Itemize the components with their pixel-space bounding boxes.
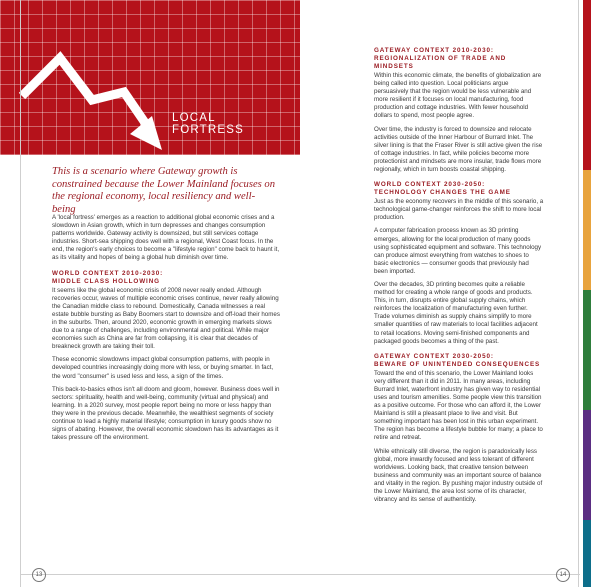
tab-teal [583,520,591,587]
section-heading-gateway-2010 [374,47,544,71]
body-paragraph: Over time, the industry is forced to downsize and relocate activities outside of the Inner Harbour of Burrard Inlet. The silver lining is that the Fraser River is still active given the rise of cottage industries. In fact, while policies become more protectionist and mindsets are more insular, trade flows more regionally, which in turn boosts coastal shipping. [374,125,543,174]
section-heading-world-2030 [374,181,544,197]
heading-line: MIDDLE CLASS HOLLOWING [52,277,160,285]
heading-line: GATEWAY CONTEXT 2030-2050: [374,352,494,360]
section-heading-world-2010 [52,270,280,286]
body-paragraph: While ethnically still diverse, the region is paradoxically less global, more inwardly focused and less tolerant of different worldviews. Looking back, that creative tension between business and community was an important source of balance and vitality in the region. By pushing major industry outside of the Lower Mainland, the area lost some of its character, vibrancy and its sense of authenticity. [374,447,543,504]
section-color-tabs [583,0,591,587]
scenario-title [172,112,244,136]
body-paragraph: Over the decades, 3D printing becomes quite a reliable method for creating a whole range of goods and products. This, in turn, disrupts entire global supply chains, which reinforces the localization of manufacturing even further. Trade volumes diminish as supply chains simplify to more smaller quantities of raw materials to local facilities adjacent to retail locations. Moving semi-finished components and packaged goods becomes a thing of the past. [374,280,538,345]
page-number-right: 14 [556,568,570,582]
body-paragraph: Within this economic climate, the benefits of globalization are being called into question. Local politicians argue persuasively that the region would be less vulnerable and more resilient if it focuses on local manufacturing, food production and cottage industries. With fewer household dollars to spend, most people agree. [374,72,542,120]
tab-orange [583,170,591,290]
heading-line: GATEWAY CONTEXT 2010-2030: [374,47,494,54]
body-paragraph: A computer fabrication process known as 3D printing emerges, allowing for the local production of many goods using sophisticated equipment and software. This technology can produce almost everything from watches to shoes to basic electronics — consumer goods that previously had been imported. [374,227,542,275]
page-number-left: 13 [32,568,46,582]
heading-line: WORLD CONTEXT 2030-2050: [374,181,486,189]
scenario-title-line2: FORTRESS [172,124,245,136]
footer-rule [20,574,580,575]
tab-purple [583,410,591,520]
right-margin-rule [578,0,579,587]
scenario-title-line1: LOCAL [172,112,216,124]
body-paragraph: These economic slowdowns impact global consumption patterns, with people in developed countries increasingly doing more with less, or buying smarter. In fact, the word "consumer" is used less and less, a sign of the times. [52,356,274,380]
body-paragraph: It seems like the global economic crisis of 2008 never really ended. Although recoveries occur, waves of multiple economic crises continue, never really allowing the Canadian middle class to rebound. Domestically, Canada witnesses a real estate bubble bursting as Baby Boomers start to downsize and off-load their homes in the suburbs. Then, around 2020, economic growth in emerging markets slows due to a range of challenges, including environmental and political. While major economies such as China are far from collapsing, it is clear that decades of breakneck growth are taking their toll. [52,286,280,351]
tab-green [583,290,591,410]
heading-line: BEWARE OF UNINTENDED CONSEQUENCES [374,360,541,368]
hero-banner [0,0,300,155]
zigzag-down-arrow-icon [0,0,300,155]
tab-red [583,0,591,170]
body-paragraph: Toward the end of this scenario, the Lower Mainland looks very different than it did in 2011. In many areas, including Burrard Inlet, waterfront industry has given way to residential uses and tourism amenities. Some people view this transition as a positive outcome. For those who can afford it, the Lower Mainland is still a pleasant place to live and visit. But something important has been lost in this urban experiment. The region has become a lifestyle bubble for many; a place to retire and retreat. [374,369,543,442]
intro-paragraph: A 'local fortress' emerges as a reaction to additional global economic crises and a slowdown in Asian growth, which in turn depresses and changes consumption patterns worldwide. Gateway activity is downsized, but still services cottage industries. Short-sea shipping does well with a regional, West Coast focus. In the end, the region's early choices to become a "lifestyle region" come back to haunt it, as its vitality and hopes of being a global hub diminish over time. [52,214,280,262]
right-column [374,47,544,509]
lead-statement: This is a scenario where Gateway growth is constrained because the Lower Mainland focuses on the regional economy, local resiliency and well-being [52,166,276,215]
body-paragraph: This back-to-basics ethos isn't all doom and gloom, however. Business does well in sectors: spirituality, health and well-being, community (virtual and physical) and learning. In a 2020 survey, most people report being no more or less happy than they were in the previous decade. Meanwhile, the wealthiest segments of society continue to lead a highly material lifestyle; consumption in luxury goods show no signs of abating. However, the overall economic slowdown has its advantages as it takes pressure off the environment. [52,385,280,442]
heading-line: TECHNOLOGY CHANGES THE GAME [374,189,511,197]
heading-line: WORLD CONTEXT 2010-2030: [52,269,164,277]
left-column [52,214,280,447]
body-paragraph: Just as the economy recovers in the middle of this scenario, a technological game-changer reinforces the shift to more local production. [374,198,544,222]
heading-line: REGIONALIZATION OF TRADE AND MINDSETS [374,55,507,70]
section-heading-gateway-2030 [374,353,544,369]
left-margin-rule [20,0,21,587]
